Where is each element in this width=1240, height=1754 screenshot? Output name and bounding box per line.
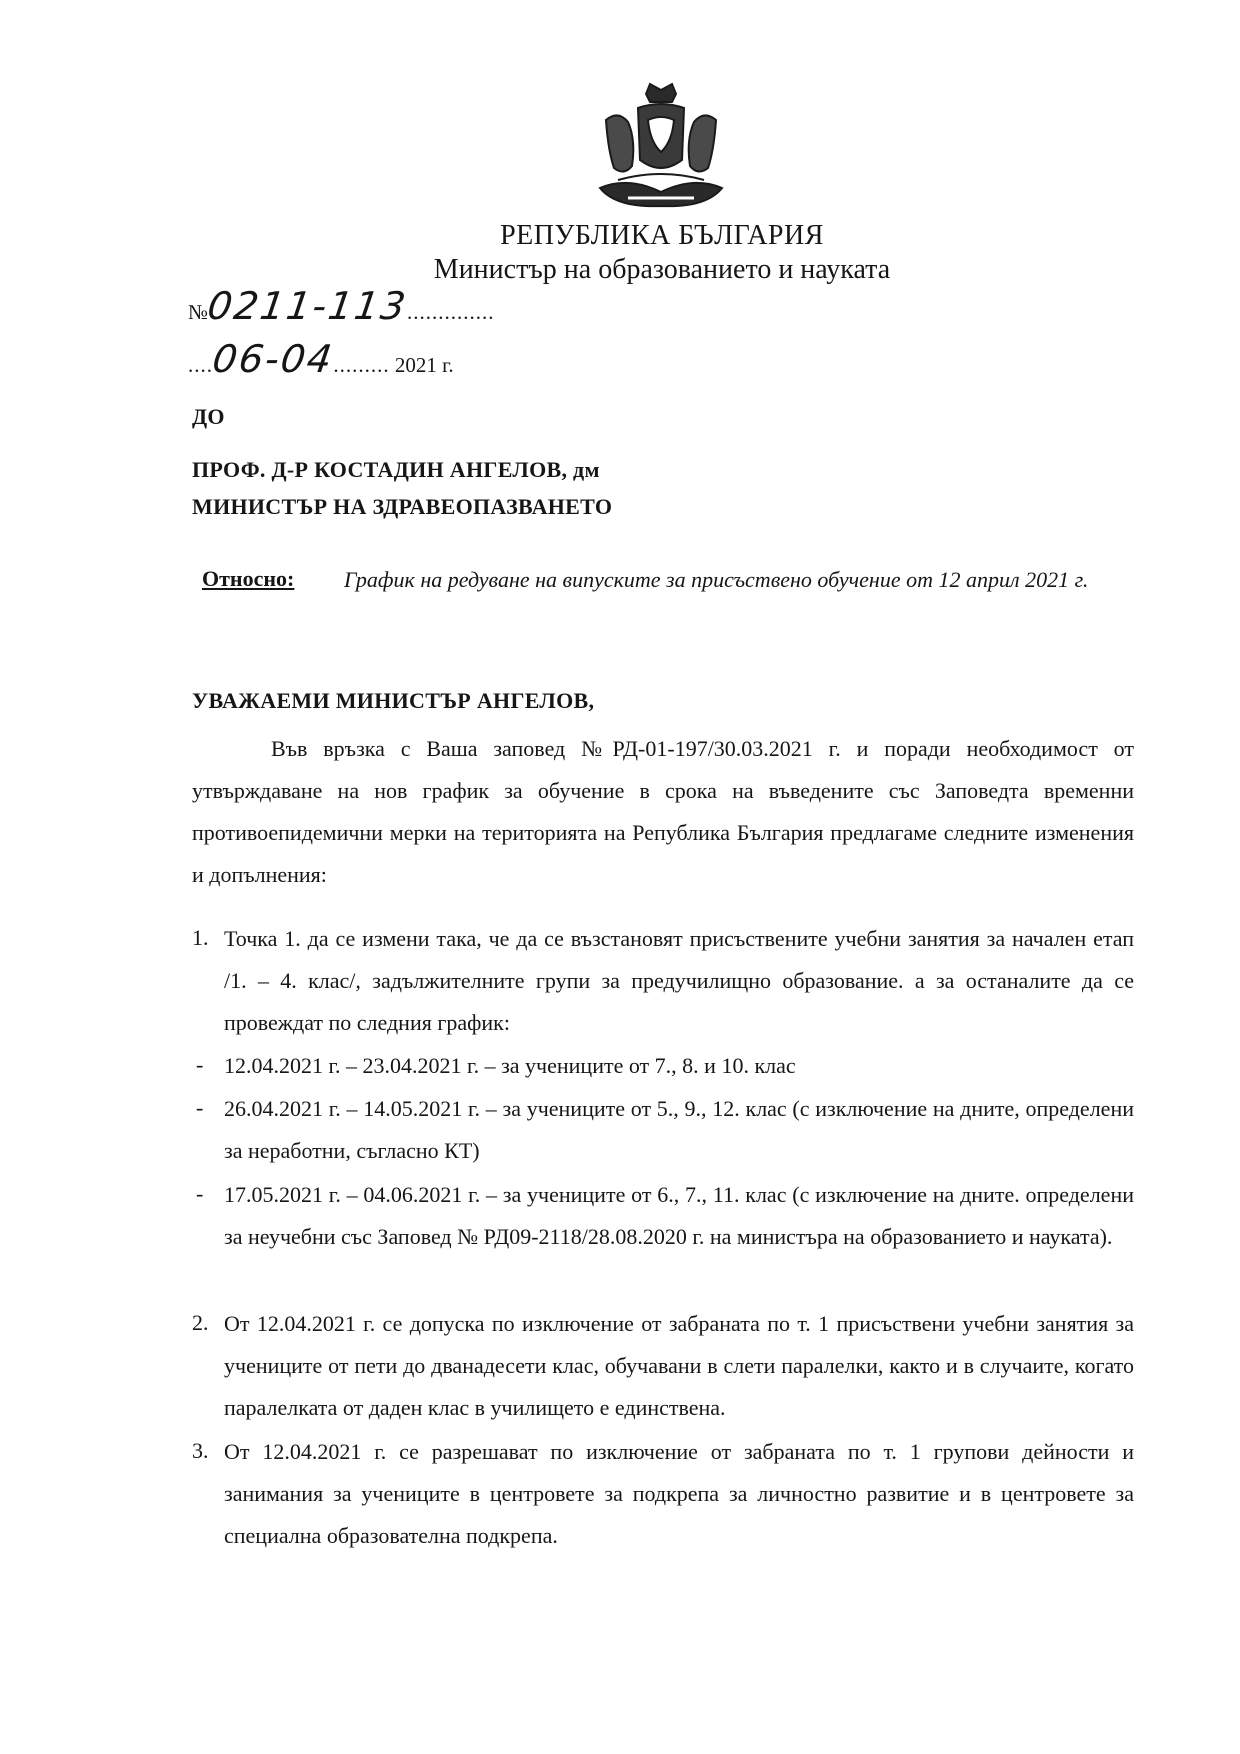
registration-number	[188, 284, 495, 334]
list-item: От 12.04.2021 г. се допуска по изключение от забраната по т. 1 присъствени учебни занятия за учениците от пети до дванадесети клас, обучавани в слети паралелки, както и в случаите, когато паралелката от даден клас в училището е единствена.	[224, 1311, 1134, 1420]
item-marker: 1.	[192, 925, 209, 950]
handwritten-number: 0211-113	[204, 284, 411, 328]
dash-marker: -	[196, 1052, 204, 1077]
minister-title: Министър на образованието и науката	[433, 254, 891, 285]
intro-paragraph: Във връзка с Ваша заповед №РД-01-197/30.03.2021 г. и поради необходимост от утвърждаване на нов график за обучение в срока на въведените със Заповедта временни противоепидемични мерки на територията на Република България предлагаме следните изменения и допълнения:	[192, 736, 1134, 887]
date-suffix-dots: .........	[333, 353, 390, 377]
salutation: УВАЖАЕМИ МИНИСТЪР АНГЕЛОВ,	[192, 688, 595, 713]
list-item: 12.04.2021 г. – 23.04.2021 г. – за учениците от 7., 8. и 10. клас	[224, 1053, 796, 1078]
item-marker: 3.	[192, 1438, 209, 1463]
list-item: 17.05.2021 г. – 04.06.2021 г. – за учениците от 6., 7., 11. клас (с изключение на дните. определени за неучебни със Заповед № РД09-2118/28.08.2020 г. на министъра на образованието и науката).	[224, 1182, 1134, 1249]
list-item: 26.04.2021 г. – 14.05.2021 г. – за учениците от 5., 9., 12. клас (с изключение на дните, определени за неработни, съгласно КТ)	[224, 1096, 1134, 1163]
addressee-name: ПРОФ. Д-Р КОСТАДИН АНГЕЛОВ, дм	[192, 457, 600, 482]
item-marker: 2.	[192, 1310, 209, 1335]
subject-label: Относно:	[202, 566, 295, 591]
republic-heading: РЕПУБЛИКА БЪЛГАРИЯ	[500, 220, 824, 251]
number-prefix: №	[188, 300, 209, 324]
dash-marker: -	[196, 1095, 204, 1120]
date-year: 2021 г.	[394, 353, 454, 377]
handwritten-date: 06-04	[209, 337, 337, 381]
registration-date	[188, 337, 454, 387]
subject-text: График на редуване на випуските за присъствено обучение от 12 април 2021 г.	[344, 567, 1089, 592]
addressee-to: ДО	[192, 404, 225, 429]
list-item: От 12.04.2021 г. се разрешават по изключение от забраната по т. 1 групови дейности и занимания за учениците в центровете за подкрепа за личностно развитие и в центровете за специална образователна подкрепа.	[224, 1439, 1134, 1548]
dash-marker: -	[196, 1181, 204, 1206]
date-prefix-dots: ....	[188, 353, 213, 377]
list-item: Точка 1. да се измени така, че да се възстановят присъствените учебни занятия за начален етап /1. – 4. клас/, задължителните групи за предучилищно образование. а за останалите да се провеждат по следния график:	[224, 926, 1134, 1035]
number-dots: ..............	[407, 300, 495, 324]
bulgaria-coat-of-arms-icon	[588, 80, 734, 220]
addressee-position: МИНИСТЪР НА ЗДРАВЕОПАЗВАНЕТО	[192, 494, 613, 519]
